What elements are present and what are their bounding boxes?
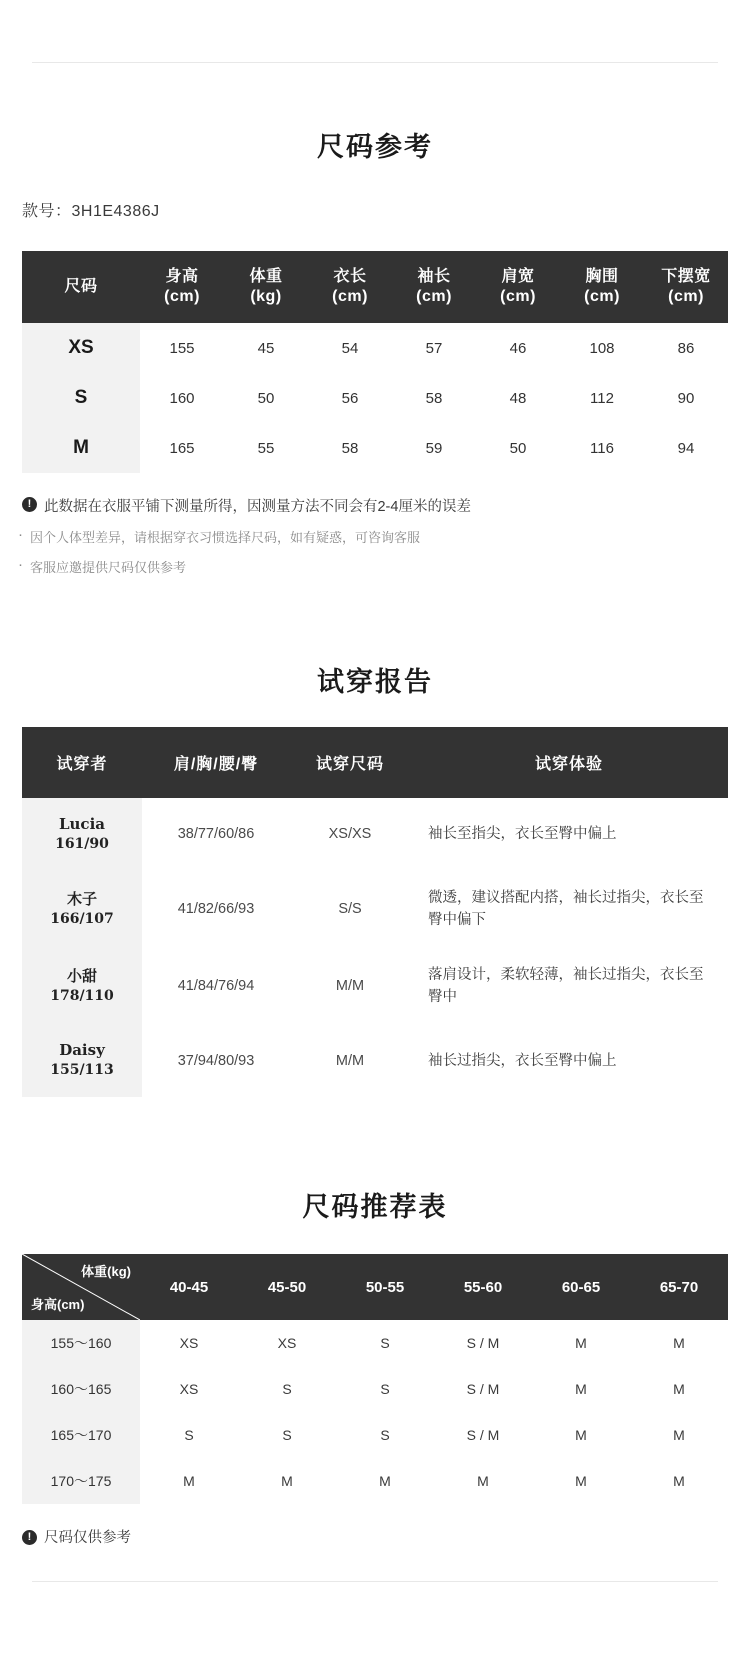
tester-stats: 178/110 xyxy=(50,987,114,1004)
cell-tester xyxy=(22,948,142,1025)
column-header-shoulder xyxy=(476,251,560,323)
cell-size-rec: S xyxy=(238,1366,336,1412)
cell-height-range: 165～170 xyxy=(22,1412,140,1458)
column-header-label: 衣长 xyxy=(333,268,367,285)
column-header-weight xyxy=(224,251,308,323)
cell-hem: 90 xyxy=(644,373,728,423)
cell-size-rec: S xyxy=(336,1412,434,1458)
column-header-label: 体重 xyxy=(249,268,283,285)
column-header-weight-65-70: 65-70 xyxy=(630,1254,728,1320)
column-header-measurements: 肩/胸/腰/臀 xyxy=(142,727,290,798)
cell-size-rec: S xyxy=(336,1320,434,1366)
tester-stats: 155/113 xyxy=(50,1062,114,1079)
cell-size-rec: M xyxy=(630,1412,728,1458)
column-header-label: 下摆宽 xyxy=(661,268,711,285)
cell-tester xyxy=(22,798,142,871)
cell-height: 165 xyxy=(140,423,224,473)
cell-shoulder: 50 xyxy=(476,423,560,473)
tester-name: Daisy xyxy=(59,1041,105,1060)
cell-height-range: 155～160 xyxy=(22,1320,140,1366)
weight-axis-label: 体重(kg) xyxy=(81,1264,131,1280)
cell-worn-size: M/M xyxy=(335,977,365,994)
size-reference-table xyxy=(22,251,728,473)
cell-shoulder: 48 xyxy=(476,373,560,423)
size-recommendation-note-text: 尺码仅供参考 xyxy=(44,1530,131,1547)
column-header-unit: (cm) xyxy=(416,288,452,305)
cell-size-rec: S xyxy=(336,1366,434,1412)
table-row xyxy=(22,1366,728,1412)
measurement-note-text: 此数据在衣服平铺下测量所得，因测量方法不同会有2-4厘米的误差 xyxy=(44,499,471,515)
column-header-weight-45-50: 45-50 xyxy=(238,1254,336,1320)
table-row xyxy=(22,423,728,473)
cell-worn-size: S/S xyxy=(338,900,362,917)
cell-size-rec: M xyxy=(532,1458,630,1504)
column-header-label: 尺码 xyxy=(64,278,98,295)
cell-size-rec: XS xyxy=(238,1320,336,1366)
cell-bust: 116 xyxy=(560,423,644,473)
cell-experience: 袖长过指尖，衣长至臀中偏上 xyxy=(428,1052,617,1069)
table-row xyxy=(22,1320,728,1366)
cell-length: 54 xyxy=(308,323,392,373)
table-header-row xyxy=(22,1254,728,1320)
table-row xyxy=(22,948,728,1025)
table-row xyxy=(22,871,728,948)
cell-height: 160 xyxy=(140,373,224,423)
cell-worn-size: XS/XS xyxy=(328,826,372,843)
column-header-unit: (cm) xyxy=(584,288,620,305)
column-header-weight-50-55: 50-55 xyxy=(336,1254,434,1320)
column-header-worn-size: 试穿尺码 xyxy=(290,727,410,798)
table-row xyxy=(22,373,728,423)
column-header-label: 身高 xyxy=(165,268,199,285)
cell-size-rec: S xyxy=(238,1412,336,1458)
cell-size-rec: M xyxy=(140,1458,238,1504)
cell-size-rec: S / M xyxy=(434,1412,532,1458)
table-row xyxy=(22,1458,728,1504)
column-header-unit: (cm) xyxy=(500,288,536,305)
cell-experience: 微透，建议搭配内搭，袖长过指尖，衣长至臀中偏下 xyxy=(428,889,704,929)
size-guide-page xyxy=(0,62,750,1622)
cell-size-rec: XS xyxy=(140,1320,238,1366)
table-header-row xyxy=(22,251,728,323)
cell-size-rec: M xyxy=(630,1366,728,1412)
cell-size-rec: S / M xyxy=(434,1320,532,1366)
table-row xyxy=(22,323,728,373)
cell-size: S xyxy=(22,373,140,423)
style-number: 款号：3H1E4386J xyxy=(22,203,160,220)
tester-name: 小甜 xyxy=(66,966,97,985)
size-recommendation-table xyxy=(22,1254,728,1504)
column-header-weight-40-45: 40-45 xyxy=(140,1254,238,1320)
height-axis-label: 身高(cm) xyxy=(31,1297,85,1313)
cell-size-rec: M xyxy=(434,1458,532,1504)
exclamation-icon: ! xyxy=(22,497,37,512)
column-header-length xyxy=(308,251,392,323)
cell-measurements: 41/84/76/94 xyxy=(177,977,255,994)
column-header-height xyxy=(140,251,224,323)
cell-measurements: 41/82/66/93 xyxy=(177,900,255,917)
column-header-weight-55-60: 55-60 xyxy=(434,1254,532,1320)
cell-height: 155 xyxy=(140,323,224,373)
size-reference-title: 尺码参考 xyxy=(317,132,433,162)
cell-height-range: 170～175 xyxy=(22,1458,140,1504)
cell-size-rec: M xyxy=(532,1366,630,1412)
cell-size-rec: M xyxy=(238,1458,336,1504)
column-header-label: 胸围 xyxy=(585,268,619,285)
table-row xyxy=(22,798,728,871)
cell-weight: 50 xyxy=(224,373,308,423)
tester-stats: 161/90 xyxy=(55,836,109,852)
cell-size: XS xyxy=(22,323,140,373)
tester-stats: 166/107 xyxy=(50,910,114,927)
cell-tester xyxy=(22,871,142,948)
column-header-hem xyxy=(644,251,728,323)
cell-size-rec: M xyxy=(532,1320,630,1366)
cell-hem: 86 xyxy=(644,323,728,373)
cell-hem: 94 xyxy=(644,423,728,473)
cell-size-rec: XS xyxy=(140,1366,238,1412)
cell-weight: 55 xyxy=(224,423,308,473)
cell-sleeve: 58 xyxy=(392,373,476,423)
fit-report-title: 试穿报告 xyxy=(317,667,433,697)
measurement-subnote-2: · 客服应邀提供尺码仅供参考 xyxy=(30,557,750,576)
cell-sleeve: 57 xyxy=(392,323,476,373)
axis-corner-header xyxy=(22,1254,140,1320)
cell-tester xyxy=(22,1024,142,1097)
cell-measurements: 37/94/80/93 xyxy=(177,1052,255,1069)
column-header-unit: (cm) xyxy=(332,288,368,305)
size-recommendation-title: 尺码推荐表 xyxy=(302,1192,448,1223)
cell-measurements: 38/77/60/86 xyxy=(177,826,255,843)
tester-name: Lucia xyxy=(58,815,105,833)
column-header-bust xyxy=(560,251,644,323)
table-header-row xyxy=(22,727,728,798)
bottom-spacer xyxy=(0,1582,750,1622)
cell-size-rec: M xyxy=(532,1412,630,1458)
cell-size-rec: S xyxy=(140,1412,238,1458)
column-header-label: 肩宽 xyxy=(501,268,535,285)
cell-experience: 落肩设计，柔软轻薄，袖长过指尖，衣长至臀中 xyxy=(428,966,704,1005)
cell-bust: 108 xyxy=(560,323,644,373)
column-header-tester: 试穿者 xyxy=(22,727,142,798)
column-header-unit: (kg) xyxy=(250,288,282,305)
column-header-unit: (cm) xyxy=(164,288,200,305)
cell-size-rec: S / M xyxy=(434,1366,532,1412)
cell-size: M xyxy=(22,423,140,473)
cell-experience: 袖长至指尖，衣长至臀中偏上 xyxy=(428,826,617,843)
fit-report-table xyxy=(22,727,728,1097)
column-header-sleeve xyxy=(392,251,476,323)
cell-bust: 112 xyxy=(560,373,644,423)
cell-length: 58 xyxy=(308,423,392,473)
cell-sleeve: 59 xyxy=(392,423,476,473)
column-header-experience: 试穿体验 xyxy=(410,727,728,798)
column-header-label: 袖长 xyxy=(417,268,451,285)
column-header-weight-60-65: 60-65 xyxy=(532,1254,630,1320)
cell-worn-size: M/M xyxy=(335,1052,365,1069)
cell-size-rec: M xyxy=(630,1458,728,1504)
cell-size-rec: M xyxy=(630,1320,728,1366)
size-recommendation-note xyxy=(22,1526,750,1547)
cell-height-range: 160～165 xyxy=(22,1366,140,1412)
measurement-note xyxy=(22,495,750,516)
column-header-unit: (cm) xyxy=(668,288,704,305)
cell-shoulder: 46 xyxy=(476,323,560,373)
top-divider xyxy=(32,62,718,63)
cell-size-rec: M xyxy=(336,1458,434,1504)
cell-length: 56 xyxy=(308,373,392,423)
column-header-size xyxy=(22,251,140,323)
table-row xyxy=(22,1412,728,1458)
exclamation-icon: ! xyxy=(22,1530,37,1545)
table-row xyxy=(22,1024,728,1097)
tester-name: 木子 xyxy=(66,889,97,908)
cell-weight: 45 xyxy=(224,323,308,373)
measurement-subnote-1: · 因个人体型差异，请根据穿衣习惯选择尺码，如有疑惑，可咨询客服 xyxy=(30,527,750,546)
